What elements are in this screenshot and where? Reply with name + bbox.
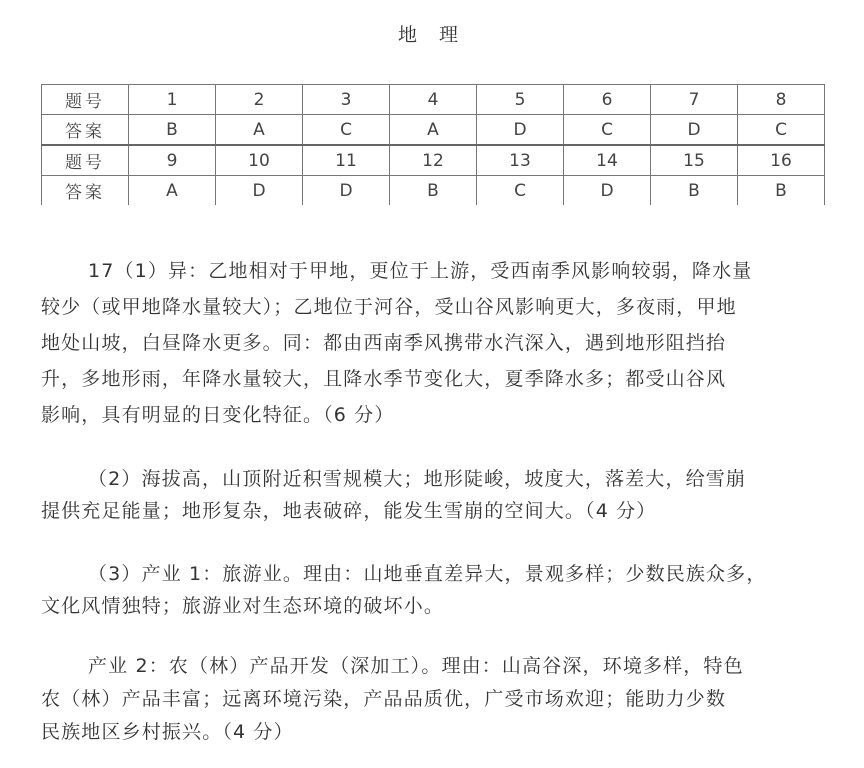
row-label-answer: 答案 bbox=[42, 115, 129, 146]
answer-cell: C bbox=[477, 176, 564, 206]
question-number: 13 bbox=[477, 145, 564, 176]
text-line: 农（林）产品丰富；远离环境污染，产品品质优，广受市场欢迎；能助力少数 bbox=[41, 688, 727, 710]
question-number: 6 bbox=[564, 85, 651, 115]
row-label-question: 题号 bbox=[42, 85, 129, 115]
answer-cell: D bbox=[477, 115, 564, 146]
question-number-row bbox=[42, 145, 825, 176]
text-line: 地处山坡，白昼降水更多。同：都由西南季风携带水汽深入，遇到地形阻挡抬 bbox=[41, 332, 727, 354]
text-line: 17（1）异：乙地相对于甲地，更位于上游，受西南季风影响较弱，降水量 bbox=[88, 260, 753, 282]
question-number-row bbox=[42, 85, 825, 115]
text-line: 产业 2：农（林）产品开发（深加工）。理由：山高谷深，环境多样，特色 bbox=[88, 655, 744, 677]
page-title: 地 理 bbox=[397, 24, 467, 46]
text-line: 民族地区乡村振兴。（4 分） bbox=[41, 721, 294, 743]
question-number: 1 bbox=[129, 85, 216, 115]
answer-cell: B bbox=[651, 176, 738, 206]
answer-cell: D bbox=[564, 176, 651, 206]
answer-17-part-3-industry-1 bbox=[41, 558, 827, 622]
question-number: 7 bbox=[651, 85, 738, 115]
question-number: 10 bbox=[216, 145, 303, 176]
answer-cell: C bbox=[564, 115, 651, 146]
answer-cell: A bbox=[390, 115, 477, 146]
answer-cell: D bbox=[216, 176, 303, 206]
answer-row bbox=[42, 176, 825, 206]
answer-cell: B bbox=[738, 176, 825, 206]
answer-cell: C bbox=[738, 115, 825, 146]
question-number: 4 bbox=[390, 85, 477, 115]
question-number: 11 bbox=[303, 145, 390, 176]
answer-table bbox=[41, 84, 825, 205]
text-line: 文化风情独特；旅游业对生态环境的破坏小。 bbox=[41, 595, 445, 617]
question-number: 8 bbox=[738, 85, 825, 115]
question-number: 3 bbox=[303, 85, 390, 115]
question-number: 12 bbox=[390, 145, 477, 176]
answer-17-part-3-industry-2 bbox=[41, 650, 827, 749]
question-number: 9 bbox=[129, 145, 216, 176]
row-label-answer: 答案 bbox=[42, 176, 129, 206]
question-number: 16 bbox=[738, 145, 825, 176]
answer-cell: D bbox=[651, 115, 738, 146]
question-number: 5 bbox=[477, 85, 564, 115]
text-line: 较少（或甲地降水量较大）；乙地位于河谷，受山谷风影响更大，多夜雨，甲地 bbox=[41, 296, 737, 318]
text-line: （3）产业 1：旅游业。理由：山地垂直差异大，景观多样；少数民族众多， bbox=[88, 563, 767, 585]
question-number: 14 bbox=[564, 145, 651, 176]
text-line: 升，多地形雨，年降水量较大，且降水季节变化大，夏季降水多；都受山谷风 bbox=[41, 368, 727, 390]
answer-cell: C bbox=[303, 115, 390, 146]
question-number: 2 bbox=[216, 85, 303, 115]
answer-cell: B bbox=[129, 115, 216, 146]
text-line: （2）海拔高，山顶附近积雪规模大；地形陡峻，坡度大，落差大，给雪崩 bbox=[88, 468, 747, 490]
answer-17-part-1 bbox=[41, 253, 827, 433]
answer-cell: D bbox=[303, 176, 390, 206]
answer-row bbox=[42, 115, 825, 146]
text-line: 影响，具有明显的日变化特征。（6 分） bbox=[41, 404, 395, 426]
row-label-question: 题号 bbox=[42, 145, 129, 176]
answer-17-part-2 bbox=[41, 463, 827, 527]
answer-cell: A bbox=[216, 115, 303, 146]
answer-cell: B bbox=[390, 176, 477, 206]
text-line: 提供充足能量；地形复杂，地表破碎，能发生雪崩的空间大。（4 分） bbox=[41, 500, 657, 522]
answer-cell: A bbox=[129, 176, 216, 206]
question-number: 15 bbox=[651, 145, 738, 176]
